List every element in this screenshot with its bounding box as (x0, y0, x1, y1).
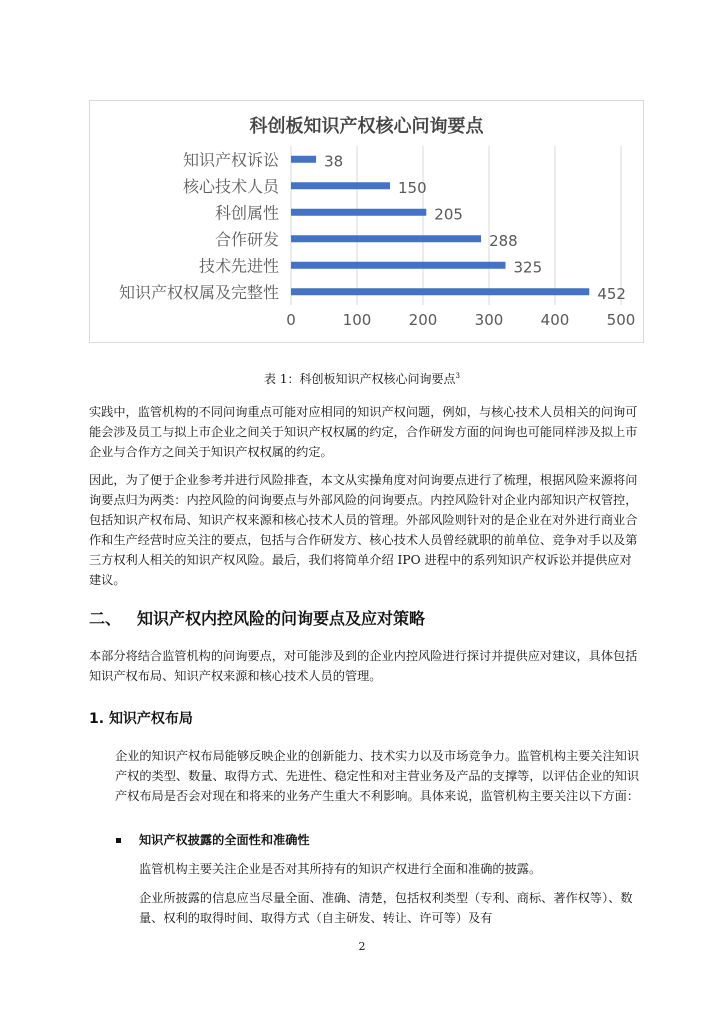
square-bullet-icon (116, 838, 121, 843)
bar-3 (291, 235, 481, 242)
category-label: 技术先进性 (198, 256, 279, 276)
chart-container (89, 100, 644, 343)
bullet-heading: 知识产权披露的全面性和准确性 (139, 833, 310, 847)
x-tick-label: 200 (408, 311, 438, 329)
data-label: 38 (324, 152, 344, 171)
category-label: 知识产权诉讼 (182, 150, 279, 170)
subsection-heading (89, 708, 193, 728)
paragraph-1: 实践中，监管机构的不同问询重点可能对应相同的知识产权问题，例如，与核心技术人员相关的问询可能会涉及员工与拟上市企业之间关于知识产权权属的约定，合作研发方面的问询也可能同样涉及拟上市企业与合作方之间关于知识产权权属的约定。 (89, 405, 638, 459)
x-tick-label: 500 (606, 311, 636, 329)
section-title: 知识产权内控风险的问询要点及应对策略 (137, 609, 426, 628)
data-label: 452 (597, 284, 626, 303)
footnote-mark: 3 (455, 372, 460, 380)
data-label: 150 (398, 178, 427, 197)
x-tick-label: 300 (474, 311, 504, 329)
x-tick-label: 100 (342, 311, 372, 329)
x-tick-label: 0 (286, 311, 296, 329)
data-label: 205 (434, 205, 463, 224)
paragraph-2: 因此，为了便于企业参考并进行风险排查，本文从实操角度对问询要点进行了梳理，根据风险来源将问询要点归为两类：内控风险的问询要点与外部风险的问询要点。内控风险针对企业内部知识产权管控，包括知识产权布局、知识产权来源和核心技术人员的管理。外部风险则针对的是企业在对外进行商业合作和生产经营时应关注的要点，包括与合作研发方、核心技术人员曾经就职的前单位、竞争对手以及第三方权利人相关的知识产权风险。最后，我们将简单介绍 IPO 进程中的系列知识产权诉讼并提供应对建议。 (89, 473, 638, 587)
bar-1 (291, 182, 390, 189)
table-caption (0, 370, 724, 387)
paragraph-4: 企业的知识产权布局能够反映企业的创新能力、技术实力以及市场竞争力。监管机构主要关注知识产权的类型、数量、取得方式、先进性、稳定性和对主营业务及产品的支撑等，以评估企业的知识产权布局是否会对现在和将来的业务产生重大不利影响。具体来说，监管机构主要关注以下方面： (115, 749, 640, 803)
data-label: 325 (513, 258, 543, 277)
bar-0 (291, 156, 316, 163)
paragraph-3: 本部分将结合监管机构的问询要点，对可能涉及到的企业内控风险进行探讨并提供应对建议，具体包括知识产权布局、知识产权来源和核心技术人员的管理。 (89, 649, 638, 683)
paragraph-5: 监管机构主要关注企业是否对其所持有的知识产权进行全面和准确的披露。 (139, 862, 542, 876)
bar-4 (291, 262, 506, 269)
category-label: 合作研发 (214, 229, 279, 249)
x-tick-label: 400 (540, 311, 570, 329)
bar-5 (291, 288, 589, 295)
subsection-number: 1. (89, 711, 105, 727)
category-label: 知识产权权属及完整性 (118, 282, 279, 302)
caption-text: 表 1：科创板知识产权核心问询要点 (264, 372, 456, 386)
section-number: 二、 (89, 609, 122, 628)
page-number: 2 (358, 940, 366, 953)
subsection-title: 知识产权布局 (108, 711, 193, 727)
category-label: 科创属性 (214, 203, 279, 223)
bar-2 (291, 209, 426, 216)
paragraph-6: 企业所披露的信息应当尽量全面、准确、清楚，包括权利类型（专利、商标、著作权等）、数量、权利的取得时间、取得方式（自主研发、转让、许可等）及有 (139, 891, 633, 925)
data-label: 288 (489, 231, 518, 250)
section-heading (89, 606, 425, 629)
chart-title: 科创板知识产权核心问询要点 (249, 116, 484, 137)
category-label: 核心技术人员 (182, 176, 279, 196)
bar-chart (90, 101, 643, 342)
